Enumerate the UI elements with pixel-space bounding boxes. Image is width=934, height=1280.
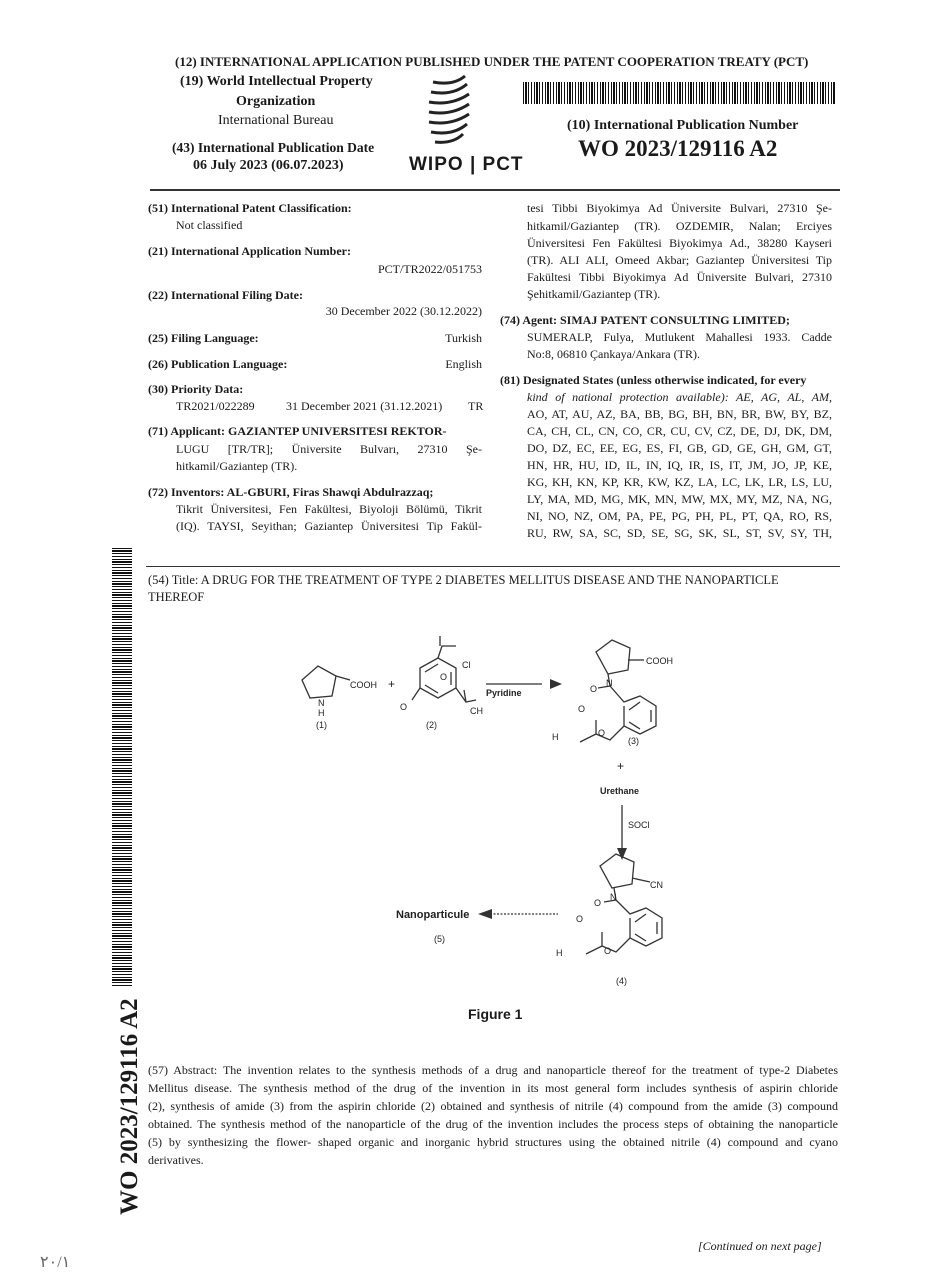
agent-line-3: No:8, 06810 Çankaya/Ankara (TR). [527, 347, 700, 361]
label-n-1: N [318, 698, 325, 708]
compound-label-4: (4) [616, 976, 627, 986]
label-n-4: N [610, 892, 617, 902]
title-line-1: (54) Title: A DRUG FOR THE TREATMENT OF TYPE 2 DIABETES MELLITUS DISEASE AND THE NANOPARTICLE [148, 573, 779, 587]
inventors-cont-line-2: hitkamil/Gaziantep (TR). OZDEMIR, Nalan; Erciyes [527, 219, 832, 233]
pub-number-label: (10) International Publication Number [567, 118, 799, 133]
inventors-line-2: Tikrit Üniversitesi, Fen Fakültesi, Biyoloji Bölümü, Tikrit [176, 502, 482, 516]
label-o-2b: O [400, 702, 408, 712]
field-21-label: (21) International Application Number: [148, 244, 352, 258]
label-ch3: CH [470, 706, 483, 716]
inventors-cont-line-1: tesi Tibbi Biyokimya Ad Üniversite Bulvari, 27310 Şe- [527, 201, 832, 215]
plus-sign-2: + [617, 759, 625, 773]
applicant-line-3: hitkamil/Gaziantep (TR). [176, 459, 298, 473]
priority-country: TR [468, 399, 484, 413]
label-o-4b: O [576, 914, 584, 924]
wipo-globe-logo [425, 72, 475, 152]
header-divider [150, 189, 840, 191]
label-o-4a: O [594, 898, 602, 908]
vertical-barcode [112, 548, 132, 988]
designated-states-line-3: AO, AT, AU, AZ, BA, BB, BG, BH, BN, BR, BW, BY, BZ, [527, 407, 832, 421]
plus-sign-1: + [388, 677, 396, 691]
field-51-label: (51) International Patent Classification: [148, 201, 352, 215]
field-51-value: Not classified [176, 218, 243, 232]
label-nanoparticule: Nanoparticule [396, 909, 470, 921]
field-26-value: English [445, 357, 482, 371]
label-urethane: Urethane [600, 786, 640, 796]
field-22-label: (22) International Filing Date: [148, 288, 303, 302]
barcode [523, 82, 835, 104]
compound-label-3: (3) [628, 736, 639, 746]
abstract-line-2: Mellitus disease. The synthesis method of the drug of the invention in its most general form includes synthesis of aspirin chloride [148, 1081, 838, 1095]
priority-number: TR2021/022289 [176, 399, 255, 413]
inventors-cont-line-3: Üniversitesi Fen Fakültesi Biyokimya Ad., 38280 Kayseri [527, 236, 832, 250]
abstract-line-4: obtained. The synthesis method of the nanoparticle of the drug of the invention includes the process steps of obtaining the nanoparticle [148, 1117, 838, 1131]
designated-states-line-7: KG, KH, KN, KP, KR, KW, KZ, LA, LC, LK, LR, LS, LU, [527, 475, 832, 489]
applicant-line-1: (71) Applicant: GAZIANTEP UNIVERSITESI REKTOR- [148, 424, 447, 438]
priority-date: 31 December 2021 (31.12.2021) [286, 399, 443, 413]
org-line-3: International Bureau [218, 113, 334, 128]
label-socl2: SOCl [628, 820, 650, 830]
label-n-3: N [606, 678, 613, 688]
pub-date-label: (43) International Publication Date [172, 140, 375, 155]
label-o-4c: O [604, 946, 612, 956]
wipo-pct-logo: WIPO | PCT [409, 154, 524, 175]
abstract-line-3: (2), synthesis of amide (3) from the aspirin chloride (2) obtained and synthesis of nitrile (4) compound from the amide (3) compound [148, 1099, 838, 1113]
applicant-line-2: LUGU [TR/TR]; Üniversite Bulvarı, 27310 Şe- [176, 442, 482, 456]
designated-states-line-9: NI, NO, NZ, OM, PA, PE, PG, PH, PL, PT, QA, RO, RS, [527, 509, 832, 523]
reaction-scheme-figure [280, 630, 700, 990]
inventors-line-3: (IQ). TAYSI, Seyithan; Gaziantep Üniversitesi Tip Fakül- [176, 519, 482, 533]
label-h-1: H [318, 708, 325, 718]
designated-states-line-10: RU, RW, SA, SC, SD, SE, SG, SK, SL, ST, SV, SY, TH, [527, 526, 832, 540]
label-h3c-3: H [552, 732, 559, 742]
page-mark: ۲۰/۱ [40, 1254, 71, 1271]
label-o-3c: O [598, 728, 606, 738]
side-publication-number: WO 2023/129116 A2 [116, 998, 143, 1215]
abstract-line-1: (57) Abstract: The invention relates to the synthesis methods of a drug and nanoparticle thereof for the treatment of type-2 Diabetes [148, 1063, 838, 1077]
inventors-cont-line-5: Fakültesi Tibbi Biyokimya Ad Üniversite Bulvari, 27310 [527, 270, 832, 284]
field-30-label: (30) Priority Data: [148, 382, 244, 396]
field-25-label: (25) Filing Language: [148, 331, 259, 345]
designated-states-line-5: DO, DZ, EC, EE, EG, ES, FI, GB, GD, GE, GH, GM, GT, [527, 441, 832, 455]
label-h3c-4: H [556, 948, 563, 958]
label-o-3b: O [578, 704, 586, 714]
designated-states-line-2: kind of national protection available): AE, AG, AL, AM, [527, 390, 832, 404]
label-cooh-3: COOH [646, 656, 673, 666]
label-cn: CN [650, 880, 663, 890]
field-21-value: PCT/TR2022/051753 [377, 262, 482, 276]
agent-line-2: SUMERALP, Fulya, Mutlukent Mahallesi 1933. Cadde [527, 330, 832, 344]
title-line-2: THEREOF [148, 590, 205, 604]
label-pyridine: Pyridine [486, 688, 522, 698]
pub-number-value: WO 2023/129116 A2 [578, 136, 778, 161]
label-cooh-1: COOH [350, 680, 377, 690]
abstract-line-5: (5) by synthesizing the flower- shaped organic and inorganic hybrid structures using the obtained nitrile (4) compound and cyano [148, 1135, 838, 1149]
agent-line-1: (74) Agent: SIMAJ PATENT CONSULTING LIMITED; [500, 313, 790, 327]
designated-states-line-1: (81) Designated States (unless otherwise indicated, for every [500, 373, 807, 387]
inventors-cont-line-4: (TR). ALI ALI, Omeed Akbar; Gaziantep Üniversitesi Tip [527, 253, 832, 267]
org-line-1: (19) World Intellectual Property [180, 74, 373, 89]
field-26-label: (26) Publication Language: [148, 357, 288, 371]
label-o-2a: O [440, 672, 448, 682]
compound-label-1: (1) [316, 720, 327, 730]
inventors-line-1: (72) Inventors: AL-GBURI, Firas Shawqi Abdulrazzaq; [148, 485, 434, 499]
designated-states-line-8: LY, MA, MD, MG, MK, MN, MW, MX, MY, MZ, NA, NG, [527, 492, 832, 506]
continued-note: [Continued on next page] [698, 1239, 822, 1253]
abstract-line-6: derivatives. [148, 1153, 204, 1167]
compound-label-5: (5) [434, 934, 445, 944]
inventors-cont-line-6: Şehitkamil/Gaziantep (TR). [527, 287, 661, 301]
compound-label-2: (2) [426, 720, 437, 730]
figure-caption: Figure 1 [468, 1006, 523, 1022]
label-o-3a: O [590, 684, 598, 694]
title-divider [146, 566, 840, 567]
designated-states-line-4: CA, CH, CL, CN, CO, CR, CU, CV, CZ, DE, DJ, DK, DM, [527, 424, 832, 438]
treaty-header: (12) INTERNATIONAL APPLICATION PUBLISHED UNDER THE PATENT COOPERATION TREATY (PCT) [175, 54, 809, 69]
field-22-value: 30 December 2022 (30.12.2022) [325, 304, 482, 318]
designated-states-line-6: HN, HR, HU, ID, IL, IN, IQ, IR, IS, IT, JM, JO, JP, KE, [527, 458, 832, 472]
pub-date-value: 06 July 2023 (06.07.2023) [193, 158, 344, 173]
field-25-value: Turkish [445, 331, 482, 345]
label-cl: Cl [462, 660, 471, 670]
org-line-2: Organization [236, 94, 316, 109]
